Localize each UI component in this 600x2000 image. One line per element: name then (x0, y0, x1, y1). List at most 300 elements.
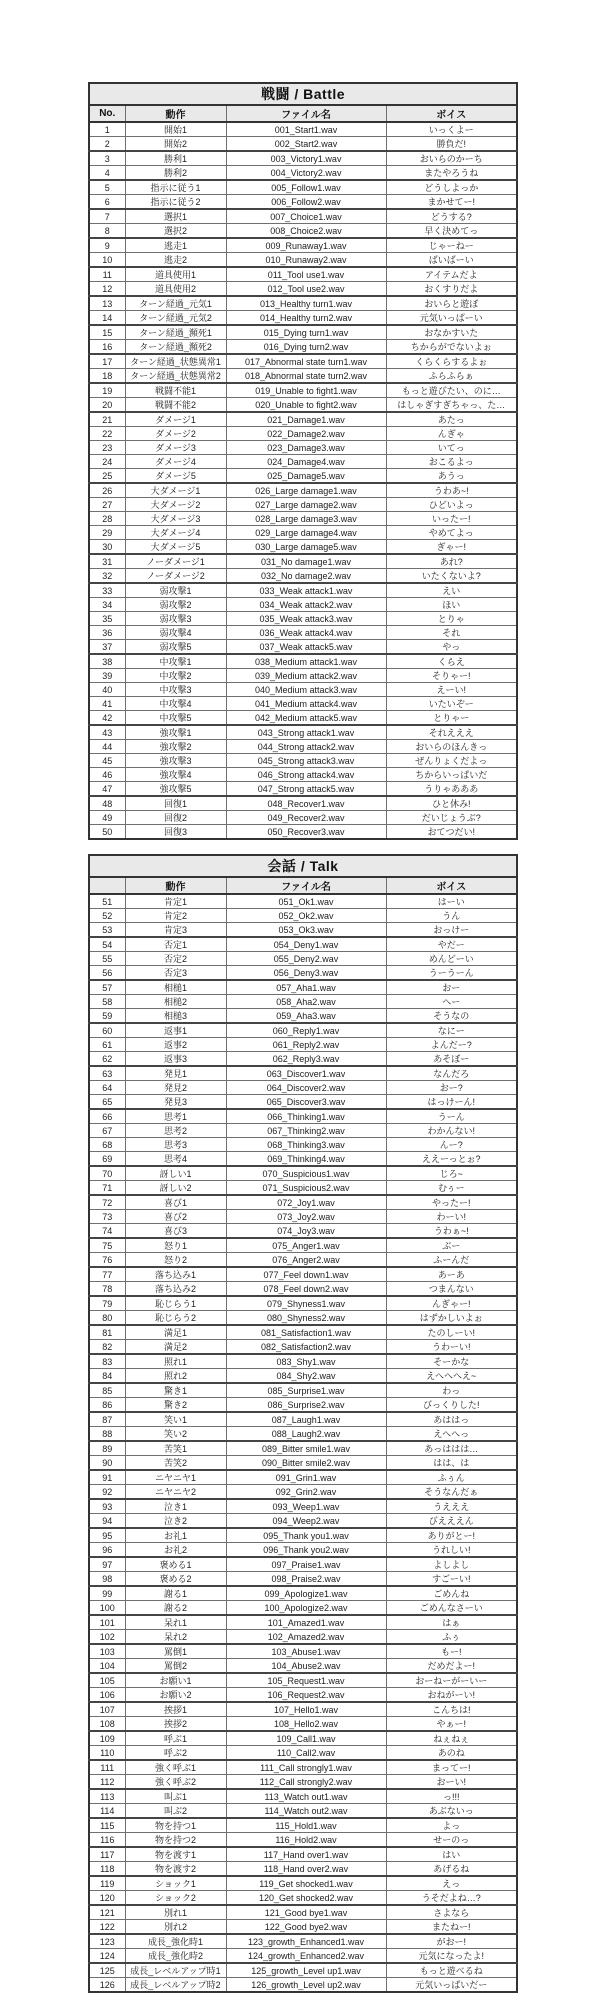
voice-cell: だいじょうぶ? (386, 811, 517, 825)
voice-cell: そりゃー! (386, 669, 517, 683)
voice-cell: はしゃぎすぎちゃっ、た… (386, 398, 517, 413)
action-cell: 呆れ1 (125, 1615, 226, 1630)
voice-cell: おいらのほんきっ (386, 740, 517, 754)
filename-cell: 055_Deny2.wav (226, 952, 386, 966)
action-cell: 肯定1 (125, 894, 226, 909)
table-row (89, 1081, 517, 1095)
row-number-cell: 30 (89, 540, 125, 555)
voice-cell: わーい! (386, 1210, 517, 1224)
action-cell: 照れ2 (125, 1369, 226, 1384)
action-cell: 弱攻撃4 (125, 626, 226, 640)
filename-cell: 111_Call strongly1.wav (226, 1760, 386, 1775)
table-row (89, 1023, 517, 1038)
table-row (89, 995, 517, 1009)
voice-cell: いたくないよ? (386, 569, 517, 584)
table-row (89, 122, 517, 137)
action-cell: ショック1 (125, 1876, 226, 1891)
voice-cell: それえええ (386, 725, 517, 740)
row-number-cell: 125 (89, 1963, 125, 1978)
action-cell: 謝る1 (125, 1586, 226, 1601)
voice-cell: ぎゃー! (386, 540, 517, 555)
table-row (89, 1195, 517, 1210)
filename-cell: 059_Aha3.wav (226, 1009, 386, 1024)
row-number-cell: 93 (89, 1499, 125, 1514)
talk-header-row (89, 877, 517, 894)
row-number-cell: 102 (89, 1630, 125, 1645)
voice-cell: やだー (386, 937, 517, 952)
row-number-cell: 86 (89, 1398, 125, 1413)
voice-cell: とりゃ (386, 612, 517, 626)
filename-cell: 060_Reply1.wav (226, 1023, 386, 1038)
table-row (89, 1528, 517, 1543)
table-row (89, 1325, 517, 1340)
action-cell: 回復3 (125, 825, 226, 840)
filename-cell: 008_Choice2.wav (226, 224, 386, 239)
action-cell: 叫ぶ2 (125, 1804, 226, 1819)
row-number-cell: 81 (89, 1325, 125, 1340)
filename-cell: 061_Reply2.wav (226, 1038, 386, 1052)
action-cell: 物を持つ1 (125, 1818, 226, 1833)
voice-cell: うわーい! (386, 1340, 517, 1355)
row-number-cell: 121 (89, 1905, 125, 1920)
table-row (89, 654, 517, 669)
filename-cell: 096_Thank you2.wav (226, 1543, 386, 1558)
row-number-cell: 120 (89, 1891, 125, 1906)
action-cell: 肯定2 (125, 909, 226, 923)
action-cell: 指示に従う2 (125, 195, 226, 210)
action-cell: 思考1 (125, 1109, 226, 1124)
table-row (89, 441, 517, 455)
filename-cell: 105_Request1.wav (226, 1673, 386, 1688)
action-cell: 回復1 (125, 796, 226, 811)
voice-cell: ごめんね (386, 1586, 517, 1601)
filename-cell: 001_Start1.wav (226, 122, 386, 137)
filename-cell: 072_Joy1.wav (226, 1195, 386, 1210)
table-row (89, 1296, 517, 1311)
table-row (89, 412, 517, 427)
table-row (89, 1354, 517, 1369)
row-number-cell: 78 (89, 1282, 125, 1297)
row-number-cell: 31 (89, 554, 125, 569)
voice-cell: ごめんなさーい (386, 1601, 517, 1616)
row-number-cell: 90 (89, 1456, 125, 1471)
row-number-cell: 33 (89, 583, 125, 598)
table-row (89, 1543, 517, 1558)
row-number-cell: 66 (89, 1109, 125, 1124)
row-number-cell: 85 (89, 1383, 125, 1398)
row-number-cell: 65 (89, 1095, 125, 1110)
filename-cell: 024_Damage4.wav (226, 455, 386, 469)
voice-cell: ちからがでないよぉ (386, 340, 517, 355)
voice-cell: ありがとー! (386, 1528, 517, 1543)
row-number-cell: 122 (89, 1920, 125, 1935)
voice-cell: びえええん (386, 1514, 517, 1529)
table-row (89, 1383, 517, 1398)
row-number-cell: 103 (89, 1644, 125, 1659)
filename-cell: 038_Medium attack1.wav (226, 654, 386, 669)
action-cell: 強攻撃2 (125, 740, 226, 754)
row-number-cell: 8 (89, 224, 125, 239)
voice-cell: それ (386, 626, 517, 640)
table-row (89, 1891, 517, 1906)
action-cell: 挨拶1 (125, 1702, 226, 1717)
filename-cell: 118_Hand over2.wav (226, 1862, 386, 1877)
filename-cell: 095_Thank you1.wav (226, 1528, 386, 1543)
table-row (89, 1731, 517, 1746)
action-cell: 相槌1 (125, 980, 226, 995)
row-number-cell: 68 (89, 1138, 125, 1152)
voice-cell: おっけー (386, 923, 517, 938)
column-header: ボイス (386, 877, 517, 894)
row-number-cell: 57 (89, 980, 125, 995)
filename-cell: 062_Reply3.wav (226, 1052, 386, 1067)
row-number-cell: 69 (89, 1152, 125, 1167)
filename-cell: 086_Surprise2.wav (226, 1398, 386, 1413)
table-row (89, 825, 517, 840)
table-row (89, 1311, 517, 1326)
action-cell: 怒り2 (125, 1253, 226, 1268)
voice-cell: うーん (386, 1109, 517, 1124)
row-number-cell: 58 (89, 995, 125, 1009)
row-number-cell: 106 (89, 1688, 125, 1703)
voice-cell: うえええ (386, 1499, 517, 1514)
action-cell: お礼1 (125, 1528, 226, 1543)
filename-cell: 098_Praise2.wav (226, 1572, 386, 1587)
row-number-cell: 45 (89, 754, 125, 768)
voice-cell: えい (386, 583, 517, 598)
table-row (89, 811, 517, 825)
row-number-cell: 47 (89, 782, 125, 797)
filename-cell: 110_Call2.wav (226, 1746, 386, 1761)
table-row (89, 1934, 517, 1949)
row-number-cell: 50 (89, 825, 125, 840)
table-row (89, 1804, 517, 1819)
action-cell: ターン経過_瀕死2 (125, 340, 226, 355)
row-number-cell: 91 (89, 1470, 125, 1485)
table-row (89, 398, 517, 413)
voice-cell: がおー! (386, 1934, 517, 1949)
row-number-cell: 115 (89, 1818, 125, 1833)
table-row (89, 583, 517, 598)
voice-cell: おいらと遊ぼ (386, 296, 517, 311)
table-row (89, 1499, 517, 1514)
table-row (89, 195, 517, 210)
action-cell: ノーダメージ1 (125, 554, 226, 569)
table-row (89, 966, 517, 981)
row-number-cell: 63 (89, 1066, 125, 1081)
action-cell: 強攻撃5 (125, 782, 226, 797)
filename-cell: 056_Deny3.wav (226, 966, 386, 981)
voice-cell: もっと遊びたい、のに… (386, 383, 517, 398)
row-number-cell: 84 (89, 1369, 125, 1384)
filename-cell: 048_Recover1.wav (226, 796, 386, 811)
table-row (89, 1340, 517, 1355)
table-row (89, 296, 517, 311)
table-row (89, 1038, 517, 1052)
voice-cell: やめてよっ (386, 526, 517, 540)
voice-cell: あうっ (386, 469, 517, 484)
action-cell: お礼2 (125, 1543, 226, 1558)
filename-cell: 123_growth_Enhanced1.wav (226, 1934, 386, 1949)
voice-cell: あーあ (386, 1267, 517, 1282)
action-cell: 強く呼ぶ2 (125, 1775, 226, 1790)
voice-cell: はぁ (386, 1615, 517, 1630)
voice-cell: わっ (386, 1383, 517, 1398)
action-cell: 笑い2 (125, 1427, 226, 1442)
filename-cell: 054_Deny1.wav (226, 937, 386, 952)
action-cell: 思考2 (125, 1124, 226, 1138)
table-row (89, 180, 517, 195)
action-cell: 発見3 (125, 1095, 226, 1110)
column-header: 動作 (125, 877, 226, 894)
table-row (89, 427, 517, 441)
table-row (89, 354, 517, 369)
filename-cell: 083_Shy1.wav (226, 1354, 386, 1369)
action-cell: 物を渡す1 (125, 1847, 226, 1862)
table-row (89, 1398, 517, 1413)
action-cell: ターン経過_瀕死1 (125, 325, 226, 340)
table-row (89, 209, 517, 224)
table-row (89, 469, 517, 484)
table-row (89, 1905, 517, 1920)
voice-cell: おくすりだよ (386, 282, 517, 297)
table-row (89, 498, 517, 512)
table-row (89, 1095, 517, 1110)
table-row (89, 937, 517, 952)
table-row (89, 1066, 517, 1081)
voice-cell: 元気になったよ! (386, 1949, 517, 1964)
voice-cell: ひと休み! (386, 796, 517, 811)
filename-cell: 011_Tool use1.wav (226, 267, 386, 282)
voice-cell: えへへへえ~ (386, 1369, 517, 1384)
row-number-cell: 6 (89, 195, 125, 210)
voice-cell: またねー! (386, 1920, 517, 1935)
row-number-cell: 21 (89, 412, 125, 427)
action-cell: お願い1 (125, 1673, 226, 1688)
row-number-cell: 51 (89, 894, 125, 909)
voice-cell: そーかな (386, 1354, 517, 1369)
voice-cell: おー? (386, 1081, 517, 1095)
battle-header-row (89, 105, 517, 122)
row-number-cell: 23 (89, 441, 125, 455)
row-number-cell: 105 (89, 1673, 125, 1688)
row-number-cell: 15 (89, 325, 125, 340)
table-row (89, 1920, 517, 1935)
row-number-cell: 27 (89, 498, 125, 512)
table-row (89, 612, 517, 626)
table-row (89, 1963, 517, 1978)
row-number-cell: 118 (89, 1862, 125, 1877)
row-number-cell: 70 (89, 1166, 125, 1181)
filename-cell: 101_Amazed1.wav (226, 1615, 386, 1630)
table-row (89, 1775, 517, 1790)
action-cell: 弱攻撃1 (125, 583, 226, 598)
filename-cell: 009_Runaway1.wav (226, 238, 386, 253)
filename-cell: 025_Damage5.wav (226, 469, 386, 484)
voice-cell: なんだろ (386, 1066, 517, 1081)
table-row (89, 1876, 517, 1891)
filename-cell: 099_Apologize1.wav (226, 1586, 386, 1601)
filename-cell: 042_Medium attack5.wav (226, 711, 386, 726)
filename-cell: 021_Damage1.wav (226, 412, 386, 427)
voice-cell: いっくよー (386, 122, 517, 137)
action-cell: 泣き1 (125, 1499, 226, 1514)
action-cell: 勝利1 (125, 151, 226, 166)
table-row (89, 711, 517, 726)
voice-cell: またやろうね (386, 166, 517, 181)
talk-table-body (89, 894, 517, 1992)
table-row (89, 1673, 517, 1688)
table-row (89, 267, 517, 282)
row-number-cell: 41 (89, 697, 125, 711)
row-number-cell: 109 (89, 1731, 125, 1746)
voice-cell: 元気いっぱーい (386, 311, 517, 326)
action-cell: 否定2 (125, 952, 226, 966)
action-cell: ダメージ3 (125, 441, 226, 455)
table-row (89, 1470, 517, 1485)
table-row (89, 137, 517, 152)
filename-cell: 102_Amazed2.wav (226, 1630, 386, 1645)
row-number-cell: 36 (89, 626, 125, 640)
voice-cell: ええーっとぉ? (386, 1152, 517, 1167)
action-cell: 苦笑1 (125, 1441, 226, 1456)
table-row (89, 1441, 517, 1456)
action-cell: ノーダメージ2 (125, 569, 226, 584)
filename-cell: 116_Hold2.wav (226, 1833, 386, 1848)
action-cell: 開始1 (125, 122, 226, 137)
talk-table-title-row (89, 855, 517, 877)
voice-cell: おねがーい! (386, 1688, 517, 1703)
voice-cell: いたいぞー (386, 697, 517, 711)
voice-cell: ふぅん (386, 1470, 517, 1485)
row-number-cell: 108 (89, 1717, 125, 1732)
filename-cell: 068_Thinking3.wav (226, 1138, 386, 1152)
table-row (89, 923, 517, 938)
row-number-cell: 26 (89, 483, 125, 498)
row-number-cell: 13 (89, 296, 125, 311)
filename-cell: 030_Large damage5.wav (226, 540, 386, 555)
action-cell: ニヤニヤ1 (125, 1470, 226, 1485)
filename-cell: 033_Weak attack1.wav (226, 583, 386, 598)
row-number-cell: 124 (89, 1949, 125, 1964)
voice-cell: なにー (386, 1023, 517, 1038)
table-row (89, 253, 517, 268)
voice-cell: つまんない (386, 1282, 517, 1297)
voice-cell: うわあ~! (386, 483, 517, 498)
action-cell: 発見2 (125, 1081, 226, 1095)
action-cell: 成長_強化時2 (125, 1949, 226, 1964)
row-number-cell: 22 (89, 427, 125, 441)
table-row (89, 1746, 517, 1761)
filename-cell: 043_Strong attack1.wav (226, 725, 386, 740)
table-row (89, 1267, 517, 1282)
filename-cell: 093_Weep1.wav (226, 1499, 386, 1514)
table-row (89, 526, 517, 540)
row-number-cell: 24 (89, 455, 125, 469)
column-header: 動作 (125, 105, 226, 122)
action-cell: 道具使用2 (125, 282, 226, 297)
filename-cell: 014_Healthy turn2.wav (226, 311, 386, 326)
row-number-cell: 62 (89, 1052, 125, 1067)
voice-cell: やぁー! (386, 1717, 517, 1732)
action-cell: 泣き2 (125, 1514, 226, 1529)
column-header: ボイス (386, 105, 517, 122)
table-row (89, 1009, 517, 1024)
action-cell: 中攻撃3 (125, 683, 226, 697)
voice-cell: ふーんだ (386, 1253, 517, 1268)
filename-cell: 070_Suspicious1.wav (226, 1166, 386, 1181)
row-number-cell: 61 (89, 1038, 125, 1052)
filename-cell: 090_Bitter smile2.wav (226, 1456, 386, 1471)
table-row (89, 540, 517, 555)
row-number-cell: 46 (89, 768, 125, 782)
voice-cell: ちからいっぱいだ (386, 768, 517, 782)
action-cell: 戦闘不能1 (125, 383, 226, 398)
row-number-cell: 89 (89, 1441, 125, 1456)
action-cell: 弱攻撃5 (125, 640, 226, 655)
row-number-cell: 112 (89, 1775, 125, 1790)
row-number-cell: 116 (89, 1833, 125, 1848)
row-number-cell: 99 (89, 1586, 125, 1601)
action-cell: 否定1 (125, 937, 226, 952)
voice-cell: ばいばーい (386, 253, 517, 268)
table-row (89, 1717, 517, 1732)
row-number-cell: 48 (89, 796, 125, 811)
row-number-cell: 76 (89, 1253, 125, 1268)
talk-table-title: 会話 / Talk (89, 855, 517, 877)
table-row (89, 1224, 517, 1239)
voice-cell: はは、は (386, 1456, 517, 1471)
table-row (89, 369, 517, 384)
action-cell: 恥じらう2 (125, 1311, 226, 1326)
voice-cell: えっ (386, 1876, 517, 1891)
row-number-cell: 64 (89, 1081, 125, 1095)
action-cell: 別れ2 (125, 1920, 226, 1935)
filename-cell: 074_Joy3.wav (226, 1224, 386, 1239)
row-number-cell: 73 (89, 1210, 125, 1224)
row-number-cell: 95 (89, 1528, 125, 1543)
row-number-cell: 7 (89, 209, 125, 224)
voice-cell: めんどーい (386, 952, 517, 966)
action-cell: 恥じらう1 (125, 1296, 226, 1311)
action-cell: 弱攻撃2 (125, 598, 226, 612)
row-number-cell: 104 (89, 1659, 125, 1674)
row-number-cell: 32 (89, 569, 125, 584)
action-cell: 逃走2 (125, 253, 226, 268)
row-number-cell: 28 (89, 512, 125, 526)
filename-cell: 084_Shy2.wav (226, 1369, 386, 1384)
table-row (89, 325, 517, 340)
table-row (89, 282, 517, 297)
action-cell: 喜び2 (125, 1210, 226, 1224)
action-cell: 指示に従う1 (125, 180, 226, 195)
row-number-cell: 44 (89, 740, 125, 754)
row-number-cell: 40 (89, 683, 125, 697)
filename-cell: 045_Strong attack3.wav (226, 754, 386, 768)
row-number-cell: 14 (89, 311, 125, 326)
row-number-cell: 87 (89, 1412, 125, 1427)
action-cell: 訝しい1 (125, 1166, 226, 1181)
voice-cell: っ!!! (386, 1789, 517, 1804)
row-number-cell: 56 (89, 966, 125, 981)
filename-cell: 026_Large damage1.wav (226, 483, 386, 498)
table-row (89, 697, 517, 711)
row-number-cell: 92 (89, 1485, 125, 1500)
filename-cell: 104_Abuse2.wav (226, 1659, 386, 1674)
table-row (89, 754, 517, 768)
action-cell: 笑い1 (125, 1412, 226, 1427)
voice-cell: おー (386, 980, 517, 995)
